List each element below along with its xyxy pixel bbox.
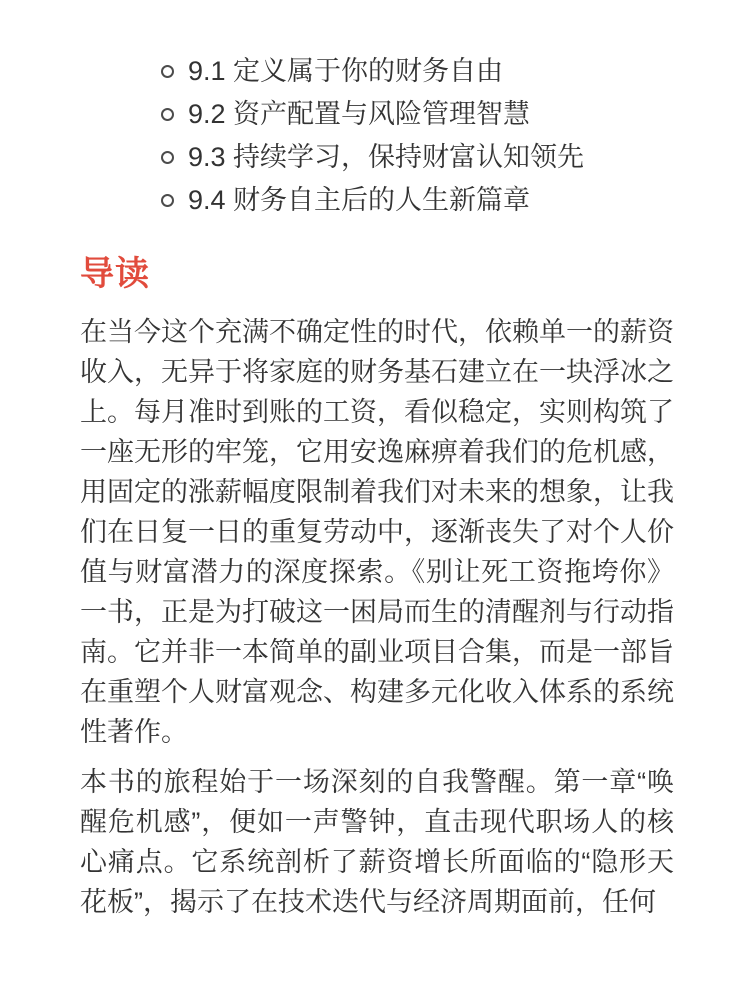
toc-item-9-2: [188, 93, 674, 136]
circle-bullet-icon: [161, 194, 174, 207]
circle-bullet-icon: [161, 151, 174, 164]
toc-item-label: 9.2 资产配置与风险管理智慧: [188, 99, 531, 129]
toc-item-9-3: [188, 136, 674, 179]
circle-bullet-icon: [161, 108, 174, 121]
toc-sublist: [80, 50, 674, 222]
intro-paragraph-1: 在当今这个充满不确定性的时代，依赖单一的薪资收入，无异于将家庭的财务基石建立在一块浮冰之上。每月准时到账的工资，看似稳定，实则构筑了一座无形的牢笼，它用安逸麻痹着我们的危机感，用固定的涨薪幅度限制着我们对未来的想象，让我们在日复一日的重复劳动中，逐渐丧失了对个人价值与财富潜力的深度探索。《别让死工资拖垮你》一书，正是为打破这一困局而生的清醒剂与行动指南。它并非一本简单的副业项目合集，而是一部旨在重塑个人财富观念、构建多元化收入体系的系统性著作。: [80, 317, 674, 747]
toc-item-label: 9.3 持续学习，保持财富认知领先: [188, 142, 585, 172]
toc-item-9-1: [188, 50, 674, 93]
toc-item-label: 9.1 定义属于你的财务自由: [188, 56, 504, 86]
circle-bullet-icon: [161, 65, 174, 78]
intro-paragraph-2: 本书的旅程始于一场深刻的自我警醒。第一章“唤醒危机感”，便如一声警钟，直击现代职场人的核心痛点。它系统剖析了薪资增长所面临的“隐形天花板”，揭示了在技术迭代与经济周期面前，任何: [80, 767, 674, 917]
toc-item-label: 9.4 财务自主后的人生新篇章: [188, 185, 531, 215]
section-heading-daodu: 导读: [80, 255, 150, 293]
toc-item-9-4: [188, 179, 674, 222]
